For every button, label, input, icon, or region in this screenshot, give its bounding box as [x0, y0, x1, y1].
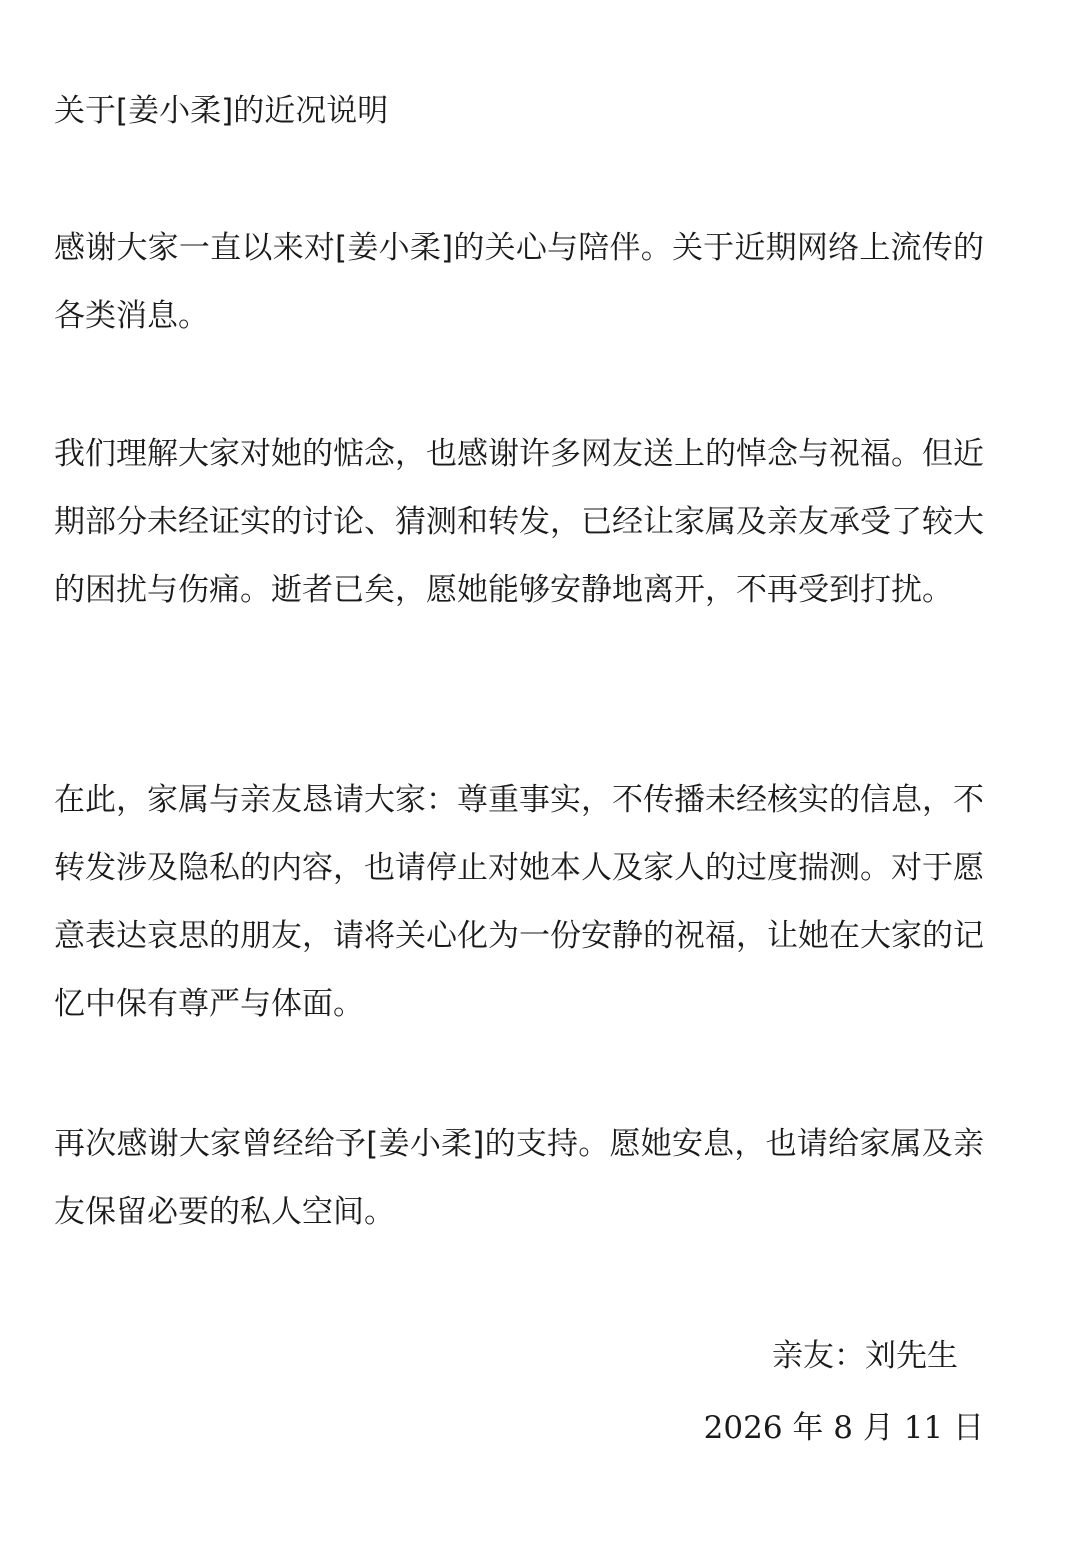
signature-name: 亲友：刘先生	[772, 1338, 958, 1374]
signature-block	[704, 1320, 984, 1464]
signature-date: 2026 年 8 月 11 日	[703, 1410, 984, 1446]
paragraph-closing: 再次感谢大家曾经给予[姜小柔]的支持。愿她安息，也请给家属及亲友保留必要的私人空间。	[54, 1126, 984, 1230]
paragraph-thanks: 感谢大家一直以来对[姜小柔]的关心与陪伴。关于近期网络上流传的各类消息。	[54, 230, 984, 334]
document-title: 关于[姜小柔]的近况说明	[54, 93, 389, 129]
paragraph-understanding: 我们理解大家对她的惦念，也感谢许多网友送上的悼念与祝福。但近期部分未经证实的讨论、猜测和转发，已经让家属及亲友承受了较大的困扰与伤痛。逝者已矣，愿她能够安静地离开，不再受到打扰。	[54, 436, 984, 608]
paragraph-request: 在此，家属与亲友恳请大家：尊重事实，不传播未经核实的信息，不转发涉及隐私的内容，也请停止对她本人及家人的过度揣测。对于愿意表达哀思的朋友，请将关心化为一份安静的祝福，让她在大家的记忆中保有尊严与体面。	[54, 782, 984, 1022]
